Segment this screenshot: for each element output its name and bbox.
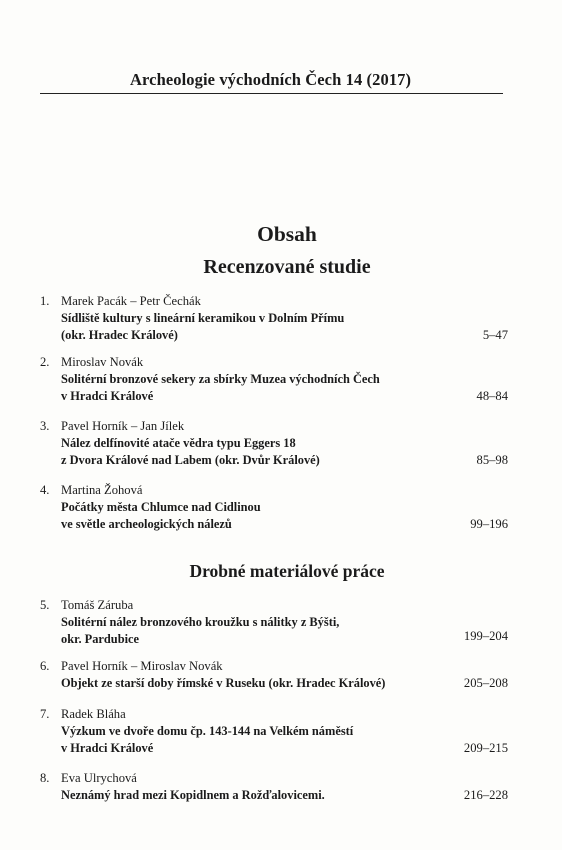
entry-title-line: ve světle archeologických nálezů (61, 517, 232, 531)
entry-title-line: Nález delfínovité atače vědra typu Eggers 18 (61, 436, 296, 450)
entry-pages: 205–208 (463, 676, 508, 690)
entry-number: 1. (40, 294, 50, 308)
journal-title: Archeologie východních Čech 14 (2017) (130, 70, 412, 89)
entry-pages: 199–204 (463, 629, 508, 643)
entry-title-line: Neznámý hrad mezi Kopidlnem a Rožďalovicemi. (61, 788, 325, 802)
entry-title-line: v Hradci Králové (61, 741, 154, 755)
entry-pages: 48–84 (476, 389, 508, 403)
entry-title-line: Počátky města Chlumce nad Cidlinou (61, 500, 261, 514)
entry-authors: Miroslav Novák (61, 355, 144, 369)
entry-title-line: okr. Pardubice (61, 632, 140, 646)
entry-title-line: (okr. Hradec Králové) (61, 328, 178, 342)
header-rule (40, 93, 503, 94)
section-heading-minor-material-works: Drobné materiálové práce (189, 561, 385, 581)
entry-number: 8. (40, 771, 50, 785)
entry-title-line: Solitérní nález bronzového kroužku s nálitky z Býšti, (61, 615, 340, 629)
entry-pages: 99–196 (470, 517, 508, 531)
entry-title-line: Objekt ze starší doby římské v Ruseku (okr. Hradec Králové) (61, 676, 386, 690)
entry-pages: 216–228 (463, 788, 508, 802)
entry-authors: Pavel Horník – Miroslav Novák (61, 659, 223, 673)
entry-pages: 5–47 (482, 328, 508, 342)
entry-pages: 209–215 (463, 741, 508, 755)
entry-title-line: Solitérní bronzové sekery za sbírky Muzea východních Čech (61, 372, 380, 386)
entry-number: 3. (40, 419, 50, 433)
entry-authors: Pavel Horník – Jan Jílek (61, 419, 185, 433)
entry-number: 2. (40, 355, 50, 369)
entry-pages: 85–98 (476, 453, 508, 467)
entry-authors: Marek Pacák – Petr Čechák (61, 294, 201, 308)
section-heading-reviewed-studies: Recenzované studie (203, 256, 371, 278)
contents-heading: Obsah (257, 222, 317, 246)
entry-title-line: z Dvora Králové nad Labem (okr. Dvůr Králové) (61, 453, 320, 467)
entry-number: 7. (40, 707, 50, 721)
entry-number: 6. (40, 659, 50, 673)
entry-authors: Radek Bláha (61, 707, 126, 721)
entry-authors: Eva Ulrychová (61, 771, 137, 785)
entry-number: 4. (40, 483, 50, 497)
entry-authors: Tomáš Záruba (61, 598, 134, 612)
entry-title-line: v Hradci Králové (61, 389, 154, 403)
entry-title-line: Sídliště kultury s lineární keramikou v Dolním Přímu (61, 311, 345, 325)
entry-number: 5. (40, 598, 50, 612)
entry-title-line: Výzkum ve dvoře domu čp. 143-144 na Velkém náměstí (61, 724, 354, 738)
entry-authors: Martina Žohová (61, 483, 143, 497)
